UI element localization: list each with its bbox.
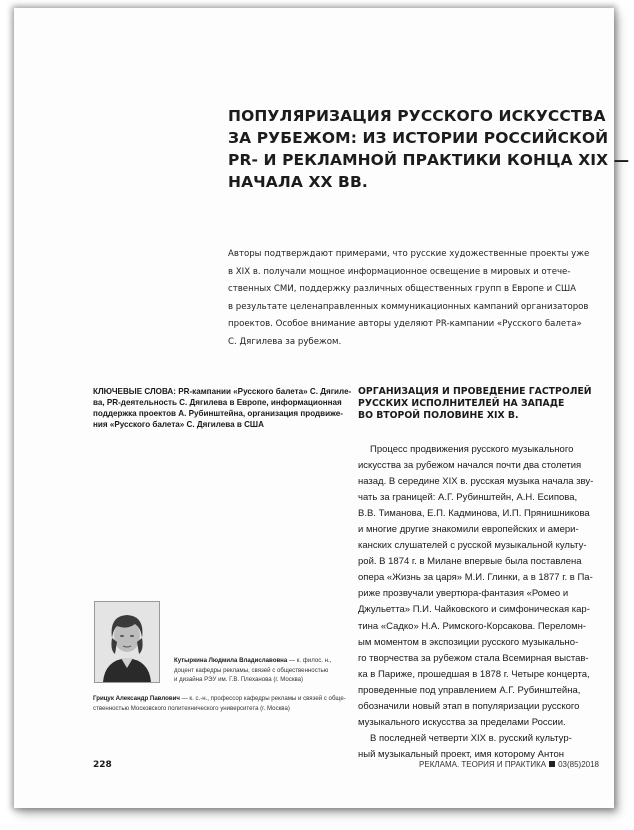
author-bio-line — [93, 694, 353, 704]
keywords-line: ва, PR-деятельность С. Дягилева в Европе, информационная — [93, 398, 342, 407]
abstract-line: ственных СМИ, поддержку различных общественных групп в Европе и США — [228, 284, 577, 295]
body-line: риже прозвучали увертюра-фантазия «Ромео и — [358, 588, 569, 600]
body-text — [358, 442, 608, 763]
author-bio-line: ственностью Московского политехнического университета (г. Москва) — [93, 704, 290, 712]
body-line: В.В. Тиманова, Е.П. Кадминова, И.П. Прянишникова — [358, 508, 590, 520]
body-line: ка в Париже, прошедшая в 1878 г. Четыре концерта, — [358, 668, 590, 680]
abstract-line: в результате целенаправленных коммуникационных кампаний организаторов — [228, 301, 589, 312]
body-line: ым моментом в экспозиции русского музыкально- — [358, 636, 579, 648]
body-line: тина «Садко» Н.А. Римского-Корсакова. Переломн- — [358, 620, 587, 632]
body-line: рой. В 1874 г. в Милане впервые была поставлена — [358, 556, 582, 568]
author-bio-2 — [93, 694, 353, 713]
author-name: Кутыркина Людмила Владиславовна — [174, 657, 288, 664]
author-bio-line — [174, 656, 354, 666]
article-abstract — [228, 246, 598, 352]
article-title — [228, 105, 630, 193]
author-photo — [94, 601, 160, 683]
author-name: Грицук Александр Павлович — [93, 695, 180, 702]
body-line: Процесс продвижения русского музыкального — [370, 444, 574, 455]
abstract-line: С. Дягилева за рубежом. — [228, 336, 342, 347]
author-bio-line: и дизайна РЭУ им. Г.В. Плеханова (г. Москва) — [174, 676, 304, 683]
body-line: опера «Жизнь за царя» М.И. Глинки, а в 1877 г. в Па- — [358, 572, 593, 584]
body-line: чать за границей: А.Г. Рубинштейн, А.Н. Есипова, — [358, 492, 578, 504]
journal-footer — [419, 760, 599, 769]
body-line: Джульетта» П.И. Чайковского и симфоническая кар- — [358, 604, 590, 616]
author-credentials: — к. с.-н., профессор кафедры рекламы и связей с обще- — [181, 695, 346, 702]
section-heading-line: РУССКИХ ИСПОЛНИТЕЛЕЙ НА ЗАПАДЕ — [358, 398, 565, 409]
keywords-block — [93, 386, 352, 430]
keywords-line: КЛЮЧЕВЫЕ СЛОВА: PR-кампании «Русского балета» С. Дягиле- — [93, 387, 352, 396]
body-line: и многие другие знакомили европейских и амери- — [358, 524, 579, 536]
keywords-line: ния «Русского балета» С. Дягилева в США — [93, 420, 264, 429]
author-bio-1 — [174, 656, 354, 685]
journal-page — [14, 8, 630, 808]
abstract-line: Авторы подтверждают примерами, что русские художественные проекты уже — [228, 249, 590, 259]
section-heading-line: ВО ВТОРОЙ ПОЛОВИНЕ XIX В. — [358, 410, 519, 421]
body-line: обозначили новый этап в популяризации русского — [358, 700, 580, 712]
author-credentials: — к. филос. н., — [288, 657, 332, 664]
journal-name: РЕКЛАМА. ТЕОРИЯ И ПРАКТИКА — [419, 760, 547, 769]
body-line: назад. В середине XIX в. русская музыка начала зву- — [358, 476, 594, 488]
author-bio-line: доцент кафедры рекламы, связей с общественностью — [174, 666, 329, 674]
square-bullet-icon — [549, 761, 555, 767]
body-line: ный музыкальный проект, имя которому Антон — [358, 748, 565, 760]
portrait-image — [95, 602, 159, 682]
journal-issue: 03(85)2018 — [558, 760, 599, 769]
abstract-line: проектов. Особое внимание авторы уделяют PR-кампании «Русского балета» — [228, 319, 582, 330]
body-line: искусства за рубежом начался почти два столетия — [358, 460, 582, 472]
body-line: В последней четверти XIX в. русский культур- — [370, 732, 572, 744]
body-line: го творчества за рубежом стала Всемирная выстав- — [358, 652, 589, 664]
body-line: музыкального искусства за пределами России. — [358, 716, 566, 728]
body-line: канских слушателей с русской музыкальной культу- — [358, 540, 587, 552]
keywords-line: поддержка проектов А. Рубинштейна, организация продвиже- — [93, 409, 343, 418]
page-number: 228 — [93, 760, 112, 770]
title-line: ЗА РУБЕЖОМ: ИЗ ИСТОРИИ РОССИЙСКОЙ — [228, 129, 609, 147]
abstract-line: в XIX в. получали мощное информационное освещение в мировых и отече- — [228, 266, 571, 277]
body-line: проведенные под управлением А.Г. Рубинштейна, — [358, 684, 581, 696]
title-line: ПОПУЛЯРИЗАЦИЯ РУССКОГО ИСКУССТВА — [228, 107, 606, 125]
title-line: PR- И РЕКЛАМНОЙ ПРАКТИКИ КОНЦА XIX — — [228, 151, 630, 169]
title-line: НАЧАЛА XX ВВ. — [228, 173, 368, 191]
section-heading — [358, 386, 608, 422]
section-heading-line: ОРГАНИЗАЦИЯ И ПРОВЕДЕНИЕ ГАСТРОЛЕЙ — [358, 386, 592, 397]
